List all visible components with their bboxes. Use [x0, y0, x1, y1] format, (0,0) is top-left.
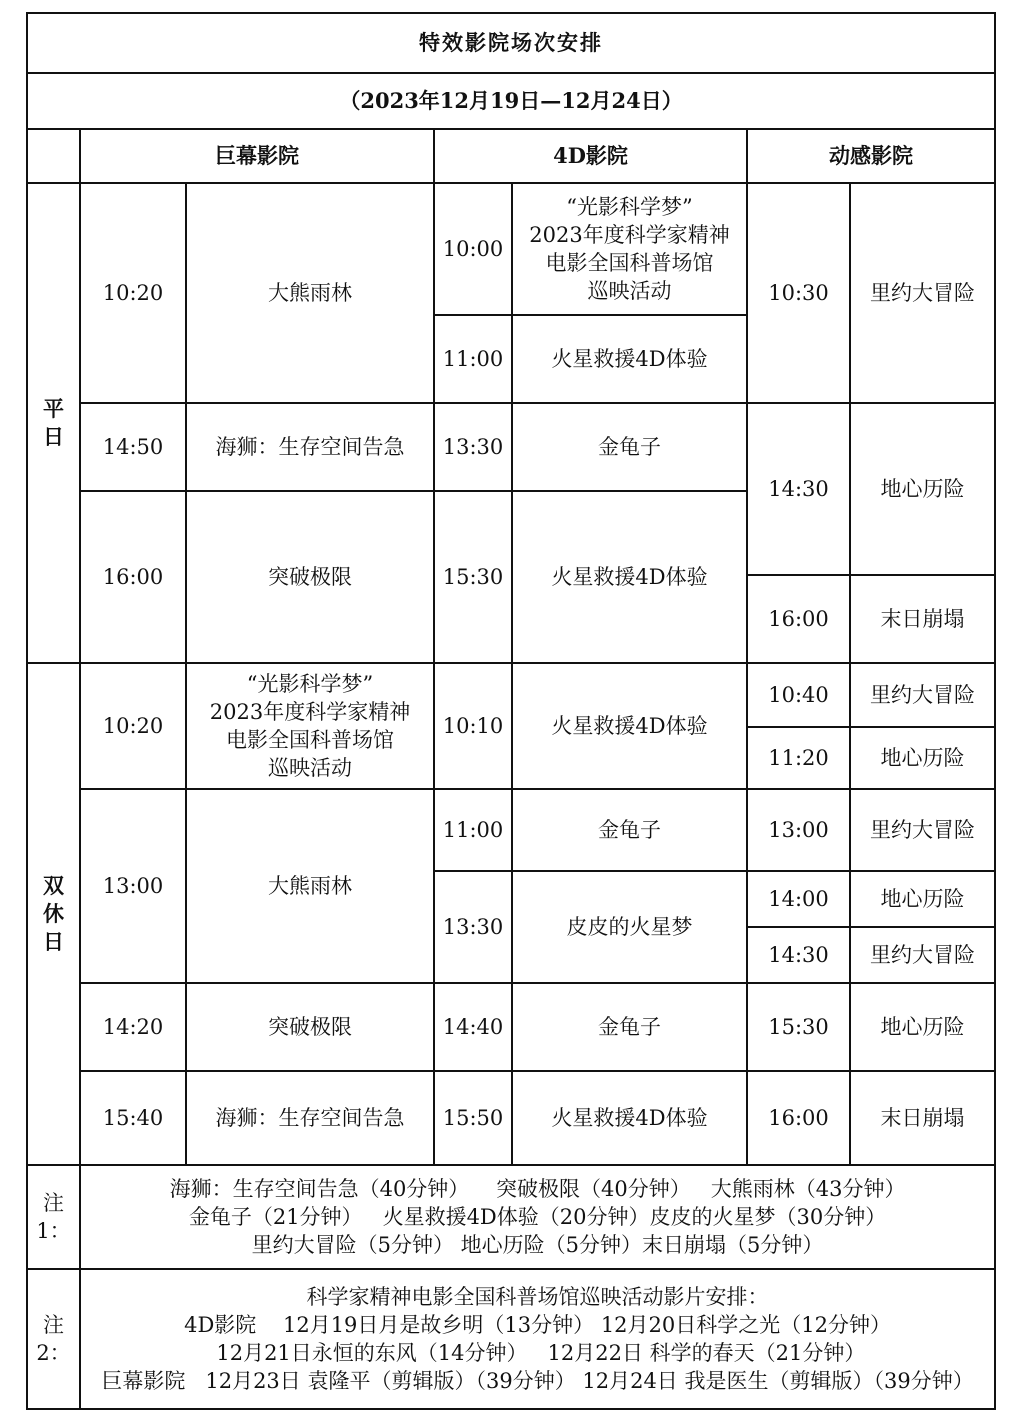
showtime: 16:00 — [80, 491, 186, 663]
film-title: 海狮：生存空间告急 — [186, 403, 434, 491]
showtime: 10:00 — [434, 183, 512, 315]
note2-label: 注2： — [27, 1269, 80, 1409]
period-char: 平 — [43, 396, 64, 421]
film-title: 皮皮的火星梦 — [512, 871, 747, 983]
film-line: 巡映活动 — [587, 279, 672, 303]
film-title: 地心历险 — [850, 403, 995, 575]
film-title: 里约大冒险 — [850, 927, 995, 983]
note1-body — [80, 1165, 995, 1269]
note-line: 12月21日永恒的东风（14分钟） 12月22日 科学的春天（21分钟） — [209, 1341, 866, 1365]
film-title — [512, 183, 747, 315]
showtime: 14:00 — [747, 871, 850, 927]
film-line: “光影科学梦” — [246, 672, 374, 696]
hall-header-4d: 4D影院 — [434, 129, 747, 183]
film-line: 巡映活动 — [268, 756, 352, 780]
film-title: 金龟子 — [512, 983, 747, 1071]
showtime: 15:30 — [434, 491, 512, 663]
film-title: 火星救援4D体验 — [512, 663, 747, 789]
showtime: 10:40 — [747, 663, 850, 727]
schedule-table — [26, 12, 996, 1410]
showtime: 16:00 — [747, 1071, 850, 1165]
showtime: 10:30 — [747, 183, 850, 403]
showtime: 10:20 — [80, 183, 186, 403]
note-line: 科学家精神电影全国科普场馆巡映活动影片安排： — [306, 1285, 769, 1309]
film-title: 里约大冒险 — [850, 789, 995, 871]
showtime: 15:30 — [747, 983, 850, 1071]
film-title: 金龟子 — [512, 403, 747, 491]
film-title: 大熊雨林 — [186, 183, 434, 403]
showtime: 15:40 — [80, 1071, 186, 1165]
note-line: 巨幕影院 12月23日 袁隆平（剪辑版）（39分钟） 12月24日 我是医生（剪辑版）（39分钟） — [101, 1369, 974, 1393]
period-char: 日 — [43, 424, 64, 449]
film-title: 突破极限 — [186, 491, 434, 663]
film-title: 大熊雨林 — [186, 789, 434, 983]
film-title: 地心历险 — [850, 727, 995, 789]
film-line: 电影全国科普场馆 — [545, 251, 714, 275]
film-title: 里约大冒险 — [850, 183, 995, 403]
showtime: 14:30 — [747, 927, 850, 983]
film-title: 末日崩塌 — [850, 1071, 995, 1165]
period-weekday — [27, 183, 80, 663]
film-title: 火星救援4D体验 — [512, 315, 747, 403]
showtime: 10:10 — [434, 663, 512, 789]
showtime: 11:00 — [434, 315, 512, 403]
corner-cell — [27, 129, 80, 183]
date-range: （2023年12月19日—12月24日） — [27, 73, 995, 129]
film-title: 末日崩塌 — [850, 575, 995, 663]
showtime: 11:00 — [434, 789, 512, 871]
film-line: 2023年度科学家精神 — [529, 223, 730, 247]
film-title: 海狮：生存空间告急 — [186, 1071, 434, 1165]
showtime: 15:50 — [434, 1071, 512, 1165]
period-char: 休 — [43, 901, 64, 926]
showtime: 10:20 — [80, 663, 186, 789]
hall-header-motion: 动感影院 — [747, 129, 995, 183]
showtime: 13:30 — [434, 403, 512, 491]
period-weekend — [27, 663, 80, 1165]
showtime: 13:00 — [747, 789, 850, 871]
note-line: 里约大冒险（5分钟） 地心历险（5分钟）末日崩塌（5分钟） — [251, 1233, 824, 1257]
film-line: 2023年度科学家精神 — [209, 700, 411, 724]
period-char: 双 — [43, 873, 64, 898]
note2-body — [80, 1269, 995, 1409]
page-title: 特效影院场次安排 — [27, 13, 995, 73]
film-line: “光影科学梦” — [566, 195, 693, 219]
showtime: 13:00 — [80, 789, 186, 983]
film-title: 里约大冒险 — [850, 663, 995, 727]
showtime: 14:40 — [434, 983, 512, 1071]
film-title: 火星救援4D体验 — [512, 1071, 747, 1165]
film-title — [186, 663, 434, 789]
film-title: 金龟子 — [512, 789, 747, 871]
showtime: 14:50 — [80, 403, 186, 491]
note-line: 海狮：生存空间告急（40分钟） 突破极限（40分钟） 大熊雨林（43分钟） — [169, 1177, 906, 1201]
film-line: 电影全国科普场馆 — [226, 728, 394, 752]
period-char: 日 — [43, 929, 64, 954]
hall-header-giant: 巨幕影院 — [80, 129, 434, 183]
showtime: 13:30 — [434, 871, 512, 983]
showtime: 11:20 — [747, 727, 850, 789]
note1-label: 注1： — [27, 1165, 80, 1269]
note-line: 4D影院 12月19日月是故乡明（13分钟） 12月20日科学之光（12分钟） — [184, 1313, 891, 1337]
showtime: 14:30 — [747, 403, 850, 575]
film-title: 地心历险 — [850, 871, 995, 927]
showtime: 14:20 — [80, 983, 186, 1071]
film-title: 火星救援4D体验 — [512, 491, 747, 663]
showtime: 16:00 — [747, 575, 850, 663]
film-title: 突破极限 — [186, 983, 434, 1071]
note-line: 金龟子（21分钟） 火星救援4D体验（20分钟）皮皮的火星梦（30分钟） — [188, 1205, 887, 1229]
film-title: 地心历险 — [850, 983, 995, 1071]
